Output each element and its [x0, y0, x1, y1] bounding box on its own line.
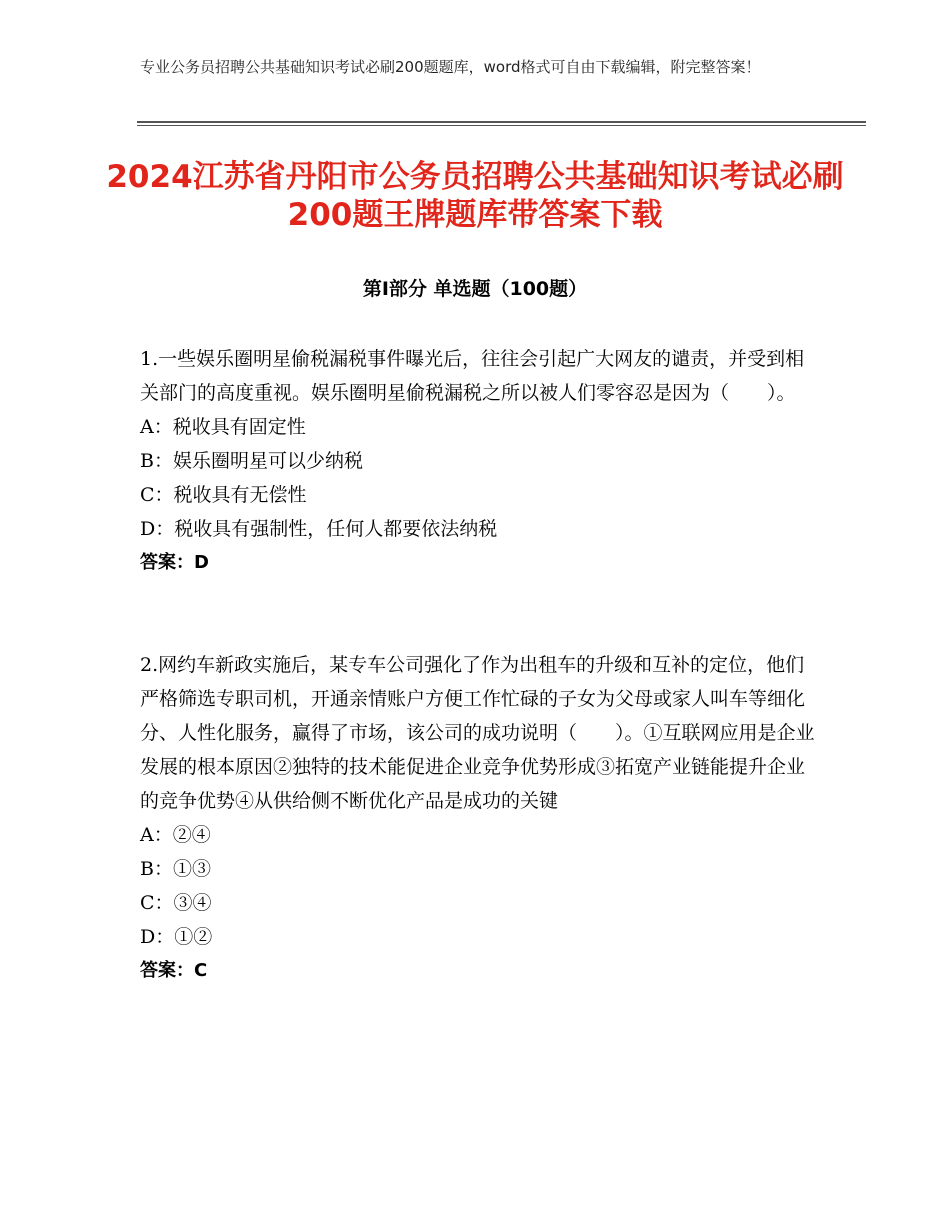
answer: 答案：C	[140, 960, 208, 981]
option-b: B：娱乐圈明星可以少纳税	[140, 450, 363, 472]
header-divider-thin	[137, 125, 866, 126]
header-divider	[137, 121, 866, 123]
option-a: A：税收具有固定性	[140, 416, 306, 438]
section-title: 第I部分 单选题（100题）	[362, 278, 588, 300]
option-b: B：①③	[140, 858, 211, 880]
header-note: 专业公务员招聘公共基础知识考试必刷200题题库，word格式可自由下载编辑，附完整答案！	[140, 58, 761, 76]
question-stem: 2.网约车新政实施后，某专车公司强化了作为出租车的升级和互补的定位，他们严格筛选专职司机，开通亲情账户方便工作忙碌的子女为父母或家人叫车等细化分、人性化服务，赢得了市场，该公司的成功说明（ ）。①互联网应用是企业发展的根本原因②独特的技术能促进企业竞争优势形成③拓宽产业链能提升企业的竞争优势④从供给侧不断优化产品是成功的关键	[140, 654, 815, 812]
question-1	[140, 342, 820, 580]
option-c: C：③④	[140, 892, 212, 914]
option-d: D：①②	[140, 926, 213, 948]
option-a: A：②④	[140, 824, 211, 846]
question-2	[140, 648, 820, 988]
answer: 答案：D	[140, 552, 209, 573]
question-stem: 1.一些娱乐圈明星偷税漏税事件曝光后，往往会引起广大网友的谴责，并受到相关部门的高度重视。娱乐圈明星偷税漏税之所以被人们零容忍是因为（ ）。	[140, 348, 805, 404]
document-title: 2024江苏省丹阳市公务员招聘公共基础知识考试必刷200题王牌题库带答案下载	[106, 159, 844, 233]
option-d: D：税收具有强制性，任何人都要依法纳税	[140, 518, 498, 540]
option-c: C：税收具有无偿性	[140, 484, 307, 506]
